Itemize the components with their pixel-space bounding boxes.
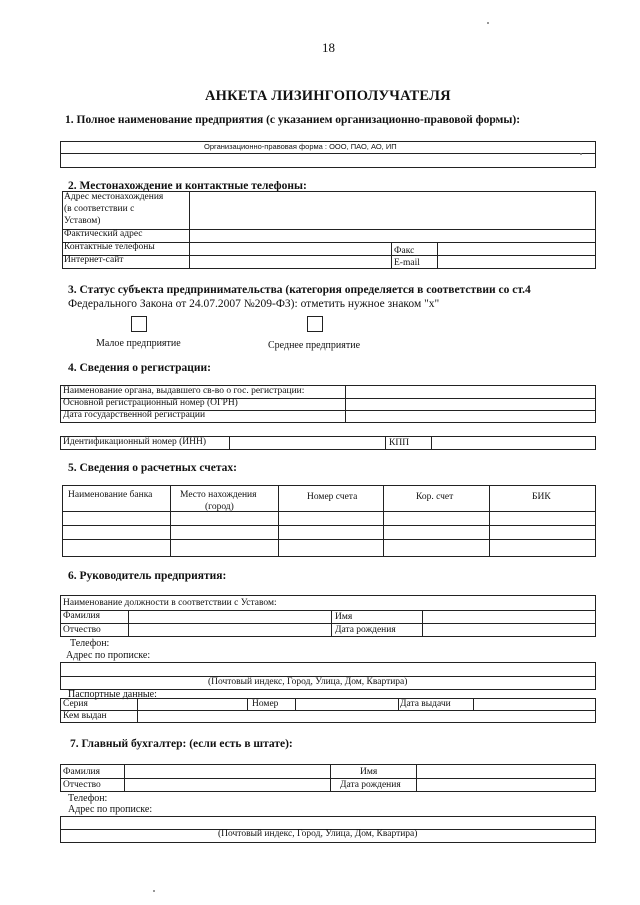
- fax-field[interactable]: [438, 242, 595, 254]
- accountant-phone-label: Телефон:: [68, 793, 108, 804]
- legal-address-field[interactable]: [190, 192, 595, 228]
- director-position-field[interactable]: [290, 596, 595, 609]
- passport-series-field[interactable]: [137, 699, 245, 709]
- accountant-patronymic-label: Отчество: [63, 780, 101, 790]
- ogrn-field[interactable]: [346, 398, 595, 409]
- small-enterprise-label: Малое предприятие: [96, 338, 181, 349]
- passport-issue-date-field[interactable]: [473, 699, 595, 709]
- accountant-birthdate-field[interactable]: [416, 778, 595, 790]
- phones-label: Контактные телефоны: [64, 242, 155, 252]
- section-6-heading: 6. Руководитель предприятия:: [68, 570, 227, 582]
- medium-enterprise-checkbox[interactable]: [307, 316, 323, 332]
- section-7-heading: 7. Главный бухгалтер: (если есть в штате):: [70, 738, 293, 750]
- kpp-field[interactable]: [431, 437, 595, 449]
- email-label: E-mail: [394, 258, 420, 268]
- inn-label: Идентификационный номер (ИНН): [63, 437, 207, 447]
- addr-label-2: (в соответствии с: [64, 204, 135, 214]
- scan-speck: [153, 890, 155, 892]
- director-address-hint: (Почтовый индекс, Город, Улица, Дом, Квартира): [208, 677, 408, 687]
- director-phone-label: Телефон:: [70, 638, 110, 649]
- accountant-surname-field[interactable]: [124, 765, 329, 777]
- director-address-field[interactable]: [61, 663, 595, 675]
- account-number-header: Номер счета: [307, 492, 358, 502]
- section-2-heading: 2. Местонахождение и контактные телефоны:: [68, 180, 307, 192]
- director-surname-field[interactable]: [129, 610, 329, 622]
- accountant-name-field[interactable]: [416, 765, 595, 777]
- director-patronymic-label: Отчество: [63, 625, 101, 635]
- corr-account-header: Кор. счет: [416, 492, 454, 502]
- section-1-heading: 1. Полное наименование предприятия (с указанием организационно-правовой формы):: [65, 114, 521, 126]
- director-birthdate-label: Дата рождения: [335, 625, 396, 635]
- legal-form-hint: Организационно-правовая форма : ООО, ПАО, АО, ИП: [204, 142, 397, 151]
- bank-row-2[interactable]: [63, 525, 595, 538]
- director-position-label: Наименование должности в соответствии с Уставом:: [63, 598, 277, 608]
- director-passport-label: Паспортные данные:: [68, 689, 157, 700]
- company-name-field[interactable]: [61, 153, 595, 167]
- email-field[interactable]: [438, 255, 595, 268]
- fax-label: Факс: [394, 246, 415, 256]
- addr-label-3: Уставом): [64, 216, 101, 226]
- bank-row-3[interactable]: [63, 539, 595, 555]
- page-number: 18: [322, 40, 335, 55]
- scan-speck: [580, 153, 582, 155]
- passport-series-label: Серия: [63, 699, 88, 709]
- ogrn-label: Основной регистрационный номер (ОГРН): [63, 398, 238, 408]
- accountant-surname-label: Фамилия: [63, 767, 101, 777]
- passport-issued-by-label: Кем выдан: [63, 711, 107, 721]
- website-label: Интернет-сайт: [64, 255, 124, 265]
- reg-date-label: Дата государственной регистрации: [63, 410, 206, 420]
- accountant-address-hint: (Почтовый индекс, Город, Улица, Дом, Квартира): [218, 829, 418, 839]
- director-patronymic-field[interactable]: [129, 623, 329, 636]
- section-3-heading-line2: Федерального Закона от 24.07.2007 №209-ФЗ): отметить нужное знаком "х": [68, 298, 440, 310]
- passport-issued-by-field[interactable]: [137, 710, 595, 722]
- accountant-birthdate-label: Дата рождения: [340, 780, 401, 790]
- section-5-heading: 5. Сведения о расчетных счетах:: [68, 462, 237, 474]
- accountant-address-field[interactable]: [61, 817, 595, 828]
- reg-authority-label: Наименование органа, выдавшего св-во о гос. регистрации:: [63, 386, 305, 396]
- accountant-name-label: Имя: [360, 767, 378, 777]
- director-surname-label: Фамилия: [63, 611, 101, 621]
- reg-authority-field[interactable]: [346, 386, 595, 397]
- bank-name-header: Наименование банка: [68, 490, 153, 500]
- medium-enterprise-label: Среднее предприятие: [268, 340, 361, 351]
- form-title: АНКЕТА ЛИЗИНГОПОЛУЧАТЕЛЯ: [205, 88, 451, 104]
- bank-city-subheader: (город): [205, 502, 234, 512]
- passport-issue-date-label: Дата выдачи: [400, 699, 451, 709]
- website-field[interactable]: [190, 255, 390, 268]
- passport-number-field[interactable]: [295, 699, 397, 709]
- phones-field[interactable]: [190, 242, 390, 254]
- accountant-address-label: Адрес по прописке:: [68, 804, 153, 815]
- scan-speck: [487, 22, 489, 24]
- addr-label-1: Адрес местонахождения: [64, 192, 164, 202]
- section-3-heading-line1: 3. Статус субъекта предпринимательства (категория определяется в соответствии со ст.4: [68, 284, 531, 296]
- section-4-heading: 4. Сведения о регистрации:: [68, 362, 211, 374]
- bank-city-header: Место нахождения: [180, 490, 257, 500]
- director-birthdate-field[interactable]: [423, 623, 595, 636]
- bik-header: БИК: [532, 492, 551, 502]
- actual-address-field[interactable]: [190, 229, 595, 241]
- kpp-label: КПП: [389, 438, 410, 448]
- accountant-patronymic-field[interactable]: [124, 778, 329, 790]
- director-name-field[interactable]: [423, 610, 595, 622]
- reg-date-field[interactable]: [346, 410, 595, 421]
- actual-address-label: Фактический адрес: [64, 229, 143, 239]
- inn-field[interactable]: [229, 437, 384, 449]
- small-enterprise-checkbox[interactable]: [131, 316, 147, 332]
- bank-row-1[interactable]: [63, 511, 595, 524]
- passport-number-label: Номер: [252, 699, 279, 709]
- director-address-label: Адрес по прописке:: [66, 650, 151, 661]
- director-name-label: Имя: [335, 612, 353, 622]
